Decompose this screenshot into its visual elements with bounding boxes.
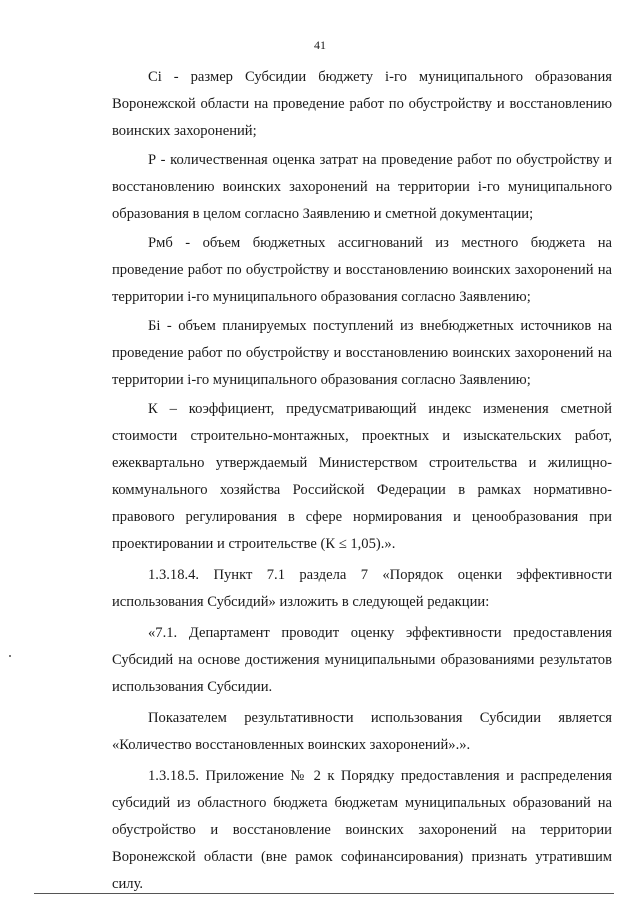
paragraph-ci-definition: Ci - размер Субсидии бюджету i-го муниципального образования Воронежской области на проведение работ по обустройству и восстановлению воинских захоронений;	[112, 69, 612, 139]
paragraph-clause-1-3-18-4: 1.3.18.4. Пункт 7.1 раздела 7 «Порядок оценки эффективности использования Субсидий» изложить в следующей редакции:	[112, 567, 612, 610]
document-body	[112, 64, 612, 902]
paragraph-bi-definition: Бi - объем планируемых поступлений из внебюджетных источников на проведение работ по обустройству и восстановлению воинских захоронений на территории i-го муниципального образования согласно Заявлению;	[112, 318, 612, 388]
paragraph-performance-indicator: Показателем результативности использования Субсидии является «Количество восстановленных воинских захоронений».».	[112, 710, 612, 753]
scan-margin-mark	[9, 655, 11, 657]
paragraph-clause-1-3-18-5: 1.3.18.5. Приложение № 2 к Порядку предоставления и распределения субсидий из областного бюджета бюджетам муниципальных образований на обустройство и восстановление воинских захоронений на территории Воронежской области (вне рамок софинансирования) признать утратившим силу.	[112, 768, 612, 892]
paragraph-p-definition: Р - количественная оценка затрат на проведение работ по обустройству и восстановлению воинских захоронений на территории i-го муниципального образования в целом согласно Заявлению и сметной документации;	[112, 152, 612, 222]
footer-divider	[34, 893, 614, 894]
page-number: 41	[314, 38, 326, 52]
paragraph-clause-7-1: «7.1. Департамент проводит оценку эффективности предоставления Субсидий на основе достижения муниципальными образованиями результатов использования Субсидии.	[112, 625, 612, 695]
paragraph-rmb-definition: Рмб - объем бюджетных ассигнований из местного бюджета на проведение работ по обустройству и восстановлению воинских захоронений на территории i-го муниципального образования согласно Заявлению;	[112, 235, 612, 305]
paragraph-k-definition: К – коэффициент, предусматривающий индекс изменения сметной стоимости строительно-монтажных, проектных и изыскательских работ, ежеквартально утверждаемый Министерством строительства и жилищно-коммунального хозяйства Российской Федерации в рамках нормативно-правового регулирования в сфере нормирования и ценообразования при проектировании и строительстве (К ≤ 1,05).».	[112, 401, 612, 552]
